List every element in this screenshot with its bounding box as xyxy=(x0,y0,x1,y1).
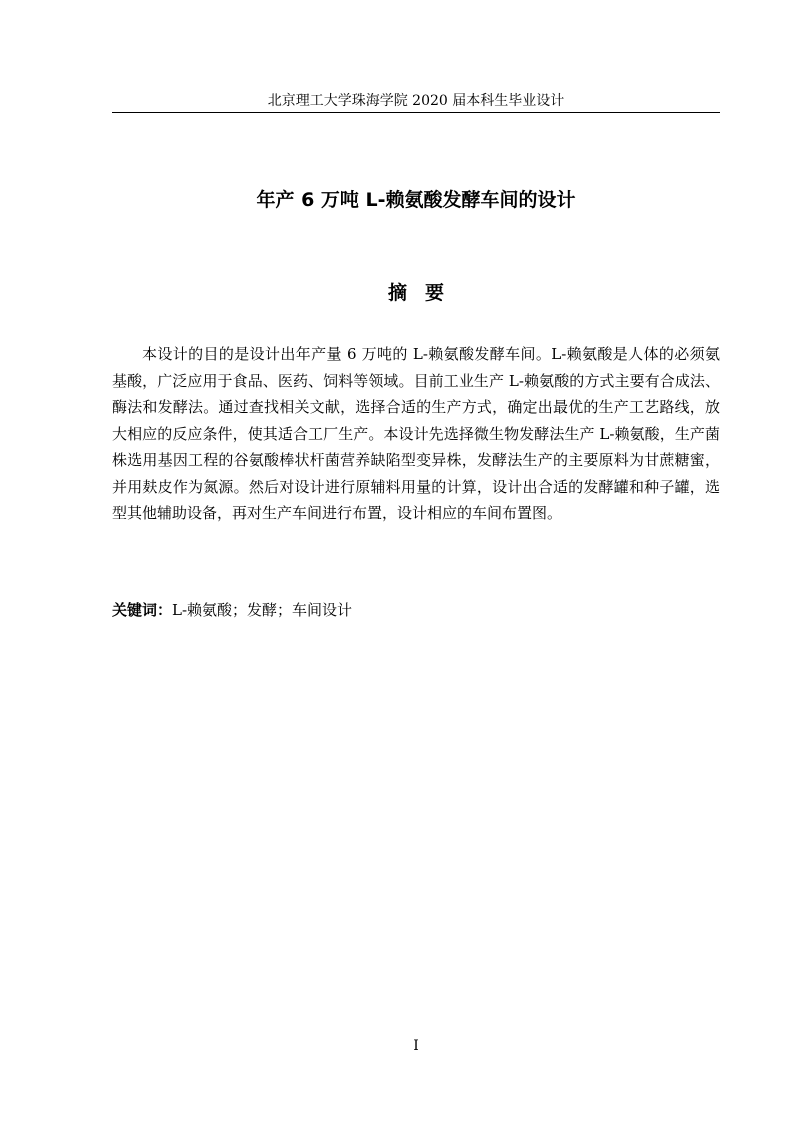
abstract-heading: 摘要 xyxy=(387,282,462,304)
keywords-line xyxy=(112,598,720,622)
page-number: I xyxy=(413,1038,419,1054)
document-title: 年产 6 万吨 L-赖氨酸发酵车间的设计 xyxy=(256,189,576,211)
keywords-label: 关键词： xyxy=(112,601,173,619)
header-divider xyxy=(112,112,720,113)
running-header: 北京理工大学珠海学院 2020 届本科生毕业设计 xyxy=(267,93,565,109)
keywords-value: L-赖氨酸；发酵；车间设计 xyxy=(172,601,353,619)
abstract-body: 本设计的目的是设计出年产量 6 万吨的 L-赖氨酸发酵车间。L-赖氨酸是人体的必须氨基酸，广泛应用于食品、医药、饲料等领域。目前工业生产 L-赖氨酸的方式主要有合成法、酶法和发酵法。通过查找相关文献，选择合适的生产方式，确定出最优的生产工艺路线，放大相应的反应条件，使其适合工厂生产。本设计先选择微生物发酵法生产 L-赖氨酸，生产菌株选用基因工程的谷氨酸棒状杆菌营养缺陷型变异株，发酵法生产的主要原料为甘蔗糖蜜，并用麸皮作为氮源。然后对设计进行原辅料用量的计算，设计出合适的发酵罐和种子罐，选型其他辅助设备，再对生产车间进行布置，设计相应的车间布置图。 xyxy=(112,345,720,522)
